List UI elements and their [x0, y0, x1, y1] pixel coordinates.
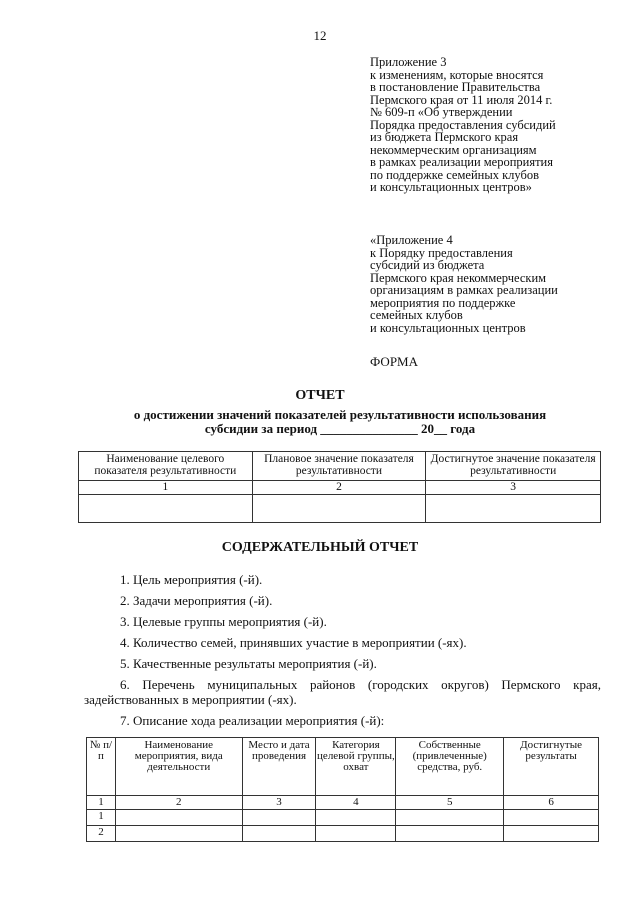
- table-header-cell: Категория целевой группы, охват: [316, 738, 396, 796]
- report-subtitle-line: о достижении значений показателей результативности использования: [133, 407, 547, 422]
- table-cell[interactable]: [115, 810, 242, 826]
- table-header-cell: Наименование целевого показателя результативности: [79, 452, 253, 481]
- table-cell[interactable]: [242, 826, 316, 842]
- table-number-cell: 1: [87, 796, 116, 810]
- table-header-cell: Достигнутое значение показателя результативности: [426, 452, 601, 481]
- table-row: [87, 826, 599, 842]
- table-header-row: [79, 452, 601, 481]
- annex-3-line: в постановление Правительства: [370, 80, 541, 94]
- table-number-cell: 5: [396, 796, 504, 810]
- annex-3-line: Пермского края от 11 июля 2014 г.: [370, 92, 553, 107]
- annex-3-line: по поддержке семейных клубов: [370, 167, 540, 182]
- indicators-table: [78, 451, 601, 523]
- table-number-row: [87, 796, 599, 810]
- table-cell[interactable]: [396, 810, 504, 826]
- table-cell[interactable]: [115, 826, 242, 842]
- table-number-cell: 3: [242, 796, 316, 810]
- table-number-cell: 4: [316, 796, 396, 810]
- table-cell[interactable]: [316, 810, 396, 826]
- table-number-cell: 2: [115, 796, 242, 810]
- annex-4-line: к Порядку предоставления: [370, 245, 513, 260]
- table-number-cell: 2: [252, 481, 426, 495]
- table-header-cell: Плановое значение показателя результативности: [252, 452, 426, 481]
- table-number-cell: 3: [426, 481, 601, 495]
- report-title: ОТЧЕТ: [295, 388, 345, 403]
- annex-3-line: и консультационных центров»: [370, 180, 532, 194]
- annex-3-line: в рамках реализации мероприятия: [370, 155, 553, 169]
- table-header-row: [87, 738, 599, 796]
- table-number-row: [79, 481, 601, 495]
- table-cell[interactable]: [79, 495, 253, 523]
- annex-4-line: «Приложение 4: [370, 233, 453, 247]
- annex-4-line: мероприятия по поддержке: [370, 295, 516, 310]
- annex-3-line: к изменениям, которые вносятся: [370, 67, 544, 82]
- annex-4-block: [370, 234, 620, 334]
- table-number-cell: 6: [504, 796, 599, 810]
- list-item: 7. Описание хода реализации мероприятия (-й):: [120, 713, 385, 728]
- table-row: [87, 810, 599, 826]
- table-header-cell: Достигнутые результаты: [504, 738, 599, 796]
- annex-4-line: организациям в рамках реализации: [370, 283, 558, 297]
- list-item: 2. Задачи мероприятия (-й).: [120, 593, 273, 608]
- annex-4-line: и консультационных центров: [370, 320, 526, 335]
- annex-3-line: № 609-п «Об утверждении: [370, 105, 513, 119]
- form-label: ФОРМА: [370, 354, 418, 369]
- annex-4-line: семейных клубов: [370, 308, 463, 322]
- report-subtitle-line: субсидии за период _______________ 20__ года: [204, 421, 476, 436]
- list-item: 4. Количество семей, принявших участие в мероприятии (-ях).: [120, 635, 467, 650]
- annex-3-line: Порядка предоставления субсидий: [370, 117, 556, 132]
- row-number-cell: 1: [87, 810, 116, 826]
- table-cell[interactable]: [504, 810, 599, 826]
- report-subtitle: [80, 408, 600, 436]
- table-cell[interactable]: [426, 495, 601, 523]
- list-item: 3. Целевые группы мероприятия (-й).: [120, 614, 327, 629]
- content-report-title: СОДЕРЖАТЕЛЬНЫЙ ОТЧЕТ: [221, 540, 419, 555]
- annex-3-line: Приложение 3: [370, 55, 447, 69]
- list-item: 5. Качественные результаты мероприятия (-й).: [120, 656, 377, 671]
- annex-4-line: Пермского края некоммерческим: [370, 270, 547, 285]
- table-cell[interactable]: [242, 810, 316, 826]
- annex-3-line: из бюджета Пермского края: [370, 130, 519, 144]
- row-number-cell: 2: [87, 826, 116, 842]
- table-number-cell: 1: [79, 481, 253, 495]
- table-cell[interactable]: [504, 826, 599, 842]
- annex-4-line: субсидий из бюджета: [370, 258, 485, 272]
- annex-3-line: некоммерческим организациям: [370, 142, 537, 157]
- content-report-list: [84, 572, 601, 734]
- list-item: 1. Цель мероприятия (-й).: [120, 572, 263, 587]
- table-header-cell: Наименование мероприятия, вида деятельности: [115, 738, 242, 796]
- table-cell[interactable]: [396, 826, 504, 842]
- list-item: 6. Перечень муниципальных районов (городских округов) Пермского края, задействованных в мероприятии (-ях).: [84, 677, 601, 707]
- page-number: 12: [313, 28, 327, 43]
- activities-table: [86, 737, 599, 842]
- table-header-cell: № п/п: [87, 738, 116, 796]
- annex-3-block: [370, 56, 620, 194]
- table-cell[interactable]: [252, 495, 426, 523]
- table-header-cell: Место и дата проведения: [242, 738, 316, 796]
- table-cell[interactable]: [316, 826, 396, 842]
- table-header-cell: Собственные (привлеченные) средства, руб.: [396, 738, 504, 796]
- table-row: [79, 495, 601, 523]
